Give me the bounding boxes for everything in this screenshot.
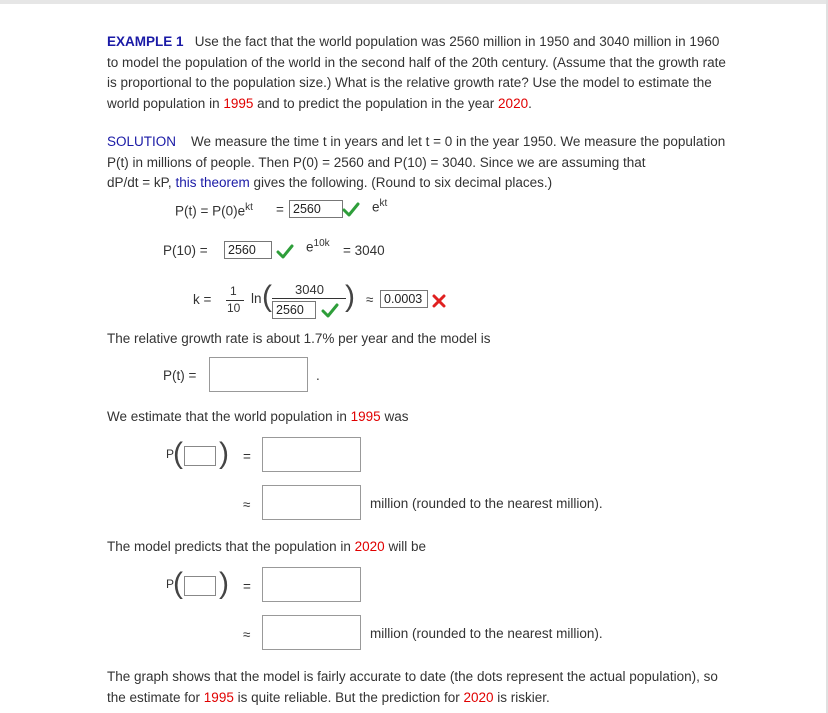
predict-equals: = [243, 579, 251, 594]
estimate-rounded-input[interactable] [262, 485, 361, 520]
eq3-num1: 1 [230, 284, 237, 298]
eq1-lhs: $P(t) = P(0)e^{kt}$ [175, 202, 253, 219]
footer-paragraph [107, 667, 807, 708]
estimate-text: We estimate that the world population in 1995 was [107, 409, 409, 424]
check-icon [342, 202, 360, 218]
model-lhs: P(t) = [163, 368, 197, 383]
eq1-equals: = [276, 202, 284, 217]
predict-approx: ≈ [243, 627, 251, 642]
growth-text: The relative growth rate is about 1.7% per year and the model is [107, 331, 491, 346]
estimate-approx: ≈ [243, 497, 251, 512]
eq2-lhs: P(10) = [163, 243, 208, 258]
example-text-3: is proportional to the population size.) What is the relative growth rate? Use the model to estimate the [107, 75, 712, 90]
eq3-ln: ln [251, 291, 262, 306]
solution-line-1: We measure the time t in years and let t = 0 in the year 1950. We measure the population [191, 134, 726, 149]
eq3-den1: 10 [227, 301, 241, 315]
eq1-answer-box[interactable]: 2560 [289, 200, 343, 218]
footer-line-2a: the estimate for [107, 689, 204, 705]
eq3-approx: ≈ [366, 292, 374, 307]
eq3-num2: 3040 [295, 282, 324, 297]
eq3-den-answer-box[interactable]: 2560 [272, 301, 316, 319]
solution-label: SOLUTION [107, 134, 177, 149]
predict-right-paren: ) [219, 567, 229, 600]
estimate-left-paren: ( [173, 437, 183, 470]
example-label: EXAMPLE 1 [107, 34, 184, 49]
eq3-answer-box[interactable]: 0.0003 [380, 290, 428, 308]
example-text-4c: . [528, 95, 532, 111]
eq1-tail: $e^{kt}$ [372, 198, 388, 215]
estimate-value-input[interactable] [262, 437, 361, 472]
solution-line-3b: gives the following. (Round to six decimal places.) [249, 175, 553, 190]
estimate-year-input[interactable] [184, 446, 216, 466]
solution-line-3a: dP/dt = kP, [107, 175, 176, 190]
example-text-4a: world population in [107, 95, 224, 111]
predict-year-input[interactable] [184, 576, 216, 596]
example-paragraph [107, 32, 807, 114]
example-text-4b: and to predict the population in the year [253, 95, 499, 111]
model-period: . [316, 368, 320, 383]
eq3-left-paren: ( [262, 280, 272, 313]
example-year-predict: 2020 [498, 95, 529, 111]
example-text-1: Use the fact that the world population was 2560 million in 1950 and 3040 million in 1960 [194, 34, 720, 49]
eq3-right-paren: ) [345, 280, 355, 313]
solution-paragraph [107, 132, 807, 194]
eq2-answer-box[interactable]: 2560 [224, 241, 272, 259]
eq2-mid: $e^{10k}$ [306, 238, 330, 255]
estimate-units: million (rounded to the nearest million). [370, 496, 603, 511]
top-border [0, 0, 828, 4]
footer-year-2: 2020 [463, 689, 494, 705]
estimate-right-paren: ) [219, 437, 229, 470]
eq3-frac-line-2 [272, 298, 346, 299]
footer-line-1: The graph shows that the model is fairly accurate to date (the dots represent the actual population), so [107, 669, 718, 684]
predict-units: million (rounded to the nearest million). [370, 626, 603, 641]
theorem-link[interactable]: this theorem [175, 175, 250, 190]
estimate-year: 1995 [350, 409, 381, 424]
estimate-p: P [166, 447, 175, 461]
example-year-estimate: 1995 [223, 95, 254, 111]
predict-text: The model predicts that the population in 2020 will be [107, 539, 426, 554]
cross-icon [432, 294, 446, 308]
eq2-rhs: = 3040 [343, 243, 385, 258]
footer-year-1: 1995 [203, 689, 234, 705]
footer-line-2c: is riskier. [493, 689, 550, 705]
solution-line-2: P(t) in millions of people. Then P(0) = 2560 and P(10) = 3040. Since we are assuming that [107, 154, 646, 170]
predict-left-paren: ( [173, 567, 183, 600]
predict-rounded-input[interactable] [262, 615, 361, 650]
predict-year: 2020 [354, 539, 385, 554]
estimate-equals: = [243, 449, 251, 464]
check-icon [276, 244, 294, 260]
eq3-k: k = [193, 292, 212, 307]
check-icon [321, 303, 339, 319]
footer-line-2b: is quite reliable. But the prediction for [233, 689, 464, 705]
predict-p: P [166, 577, 175, 591]
model-input[interactable] [209, 357, 308, 392]
example-text-2: to model the population of the world in the second half of the 20th century. (Assume that the growth rate [107, 54, 726, 70]
predict-value-input[interactable] [262, 567, 361, 602]
